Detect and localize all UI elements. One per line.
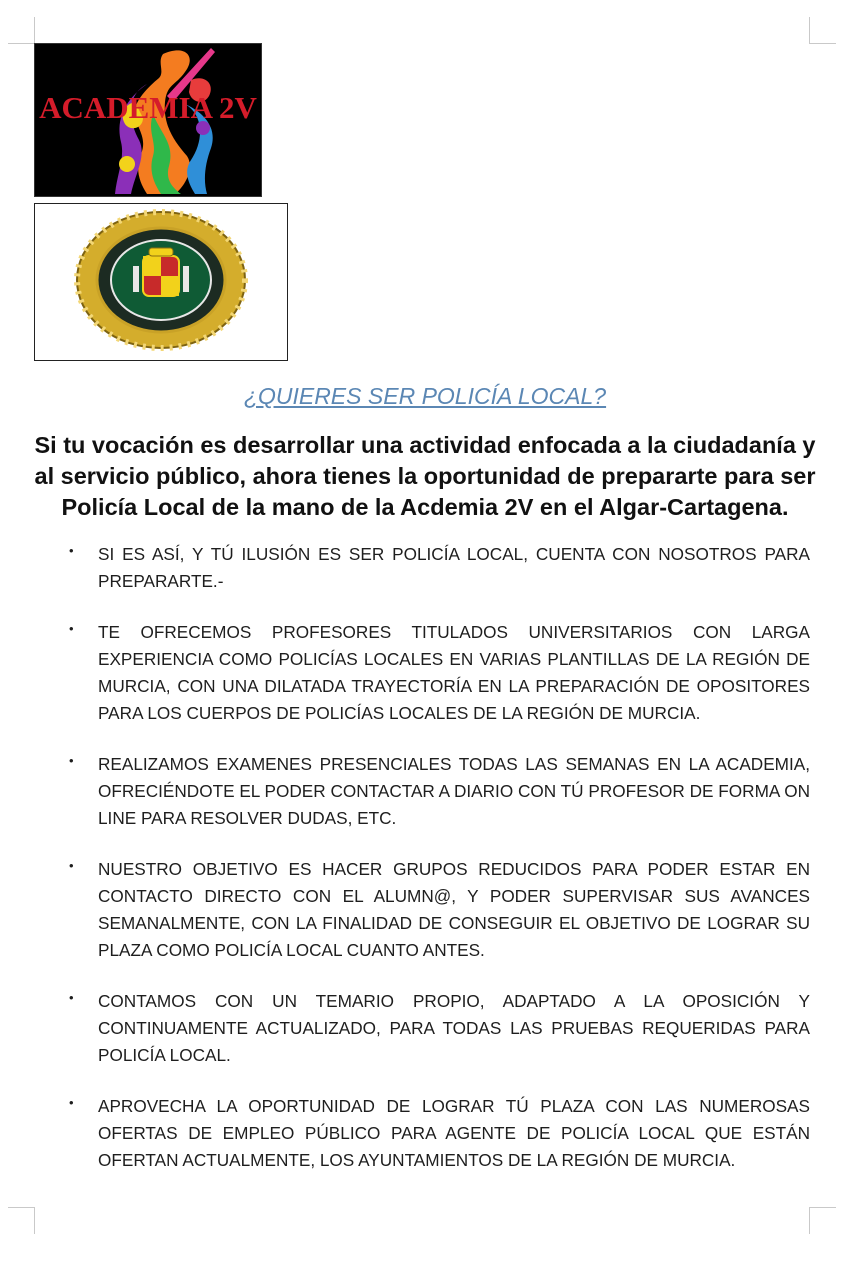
crop-mark-top-left	[8, 17, 35, 44]
list-item	[66, 619, 810, 727]
bullet-icon: •	[69, 1095, 74, 1110]
crop-mark-bottom-right	[809, 1207, 836, 1234]
police-badge-icon	[35, 204, 287, 360]
bullet-icon: •	[69, 858, 74, 873]
page-headline: ¿QUIERES SER POLICÍA LOCAL?	[243, 383, 607, 409]
intro-paragraph: Si tu vocación es desarrollar una actividad enfocada a la ciudadanía y al servicio público, ahora tienes la oportunidad de prepararte para ser Policía Local de la mano de la Acdemia 2V en el Algar-Cartagena.	[34, 432, 816, 520]
list-item	[66, 988, 810, 1069]
list-item	[66, 1093, 810, 1174]
list-item-text: CONTAMOS CON UN TEMARIO PROPIO, ADAPTADO A LA OPOSICIÓN Y CONTINUAMENTE ACTUALIZADO, PARA TODAS LAS PRUEBAS REQUERIDAS PARA POLICÍA LOCAL.	[98, 991, 810, 1065]
crop-mark-bottom-left	[8, 1207, 35, 1234]
list-item-text: REALIZAMOS EXAMENES PRESENCIALES TODAS LAS SEMANAS EN LA ACADEMIA, OFRECIÉNDOTE EL PODER CONTACTAR A DIARIO CON TÚ PROFESOR DE FORMA ON LINE PARA RESOLVER DUDAS, ETC.	[98, 754, 810, 828]
list-item-text: TE OFRECEMOS PROFESORES TITULADOS UNIVERSITARIOS CON LARGA EXPERIENCIA COMO POLICÍAS LOCALES EN VARIAS PLANTILLAS DE LA REGIÓN DE MURCIA, CON UNA DILATADA TRAYECTORÍA EN LA PREPARACIÓN DE OPOSITORES PARA LOS CUERPOS DE POLICÍAS LOCALES DE LA REGIÓN DE MURCIA.	[98, 622, 810, 723]
bullet-icon: •	[69, 990, 74, 1005]
bullet-icon: •	[69, 753, 74, 768]
crop-mark-top-right	[809, 17, 836, 44]
bullet-icon: •	[69, 543, 74, 558]
policia-local-badge-logo	[34, 203, 288, 361]
academia-2v-logo	[34, 43, 262, 197]
list-item-text: NUESTRO OBJETIVO ES HACER GRUPOS REDUCIDOS PARA PODER ESTAR EN CONTACTO DIRECTO CON EL ALUMN@, Y PODER SUPERVISAR SUS AVANCES SEMANALMENTE, CON LA FINALIDAD DE CONSEGUIR EL OBJETIVO DE LOGRAR SU PLAZA COMO POLICÍA LOCAL CUANTO ANTES.	[98, 859, 810, 960]
academia-logo-text: ACADEMIA 2V	[39, 90, 257, 125]
benefits-list	[66, 541, 810, 1174]
list-item	[66, 751, 810, 832]
list-item	[66, 856, 810, 964]
bullet-icon: •	[69, 621, 74, 636]
list-item-text: SI ES ASÍ, Y TÚ ILUSIÓN ES SER POLICÍA LOCAL, CUENTA CON NOSOTROS PARA PREPARARTE.-	[98, 544, 810, 591]
list-item-text: APROVECHA LA OPORTUNIDAD DE LOGRAR TÚ PLAZA CON LAS NUMEROSAS OFERTAS DE EMPLEO PÚBLICO PARA AGENTE DE POLICÍA LOCAL QUE ESTÁN OFERTAN ACTUALMENTE, LOS AYUNTAMIENTOS DE LA REGIÓN DE MURCIA.	[98, 1096, 810, 1170]
list-item	[66, 541, 810, 595]
